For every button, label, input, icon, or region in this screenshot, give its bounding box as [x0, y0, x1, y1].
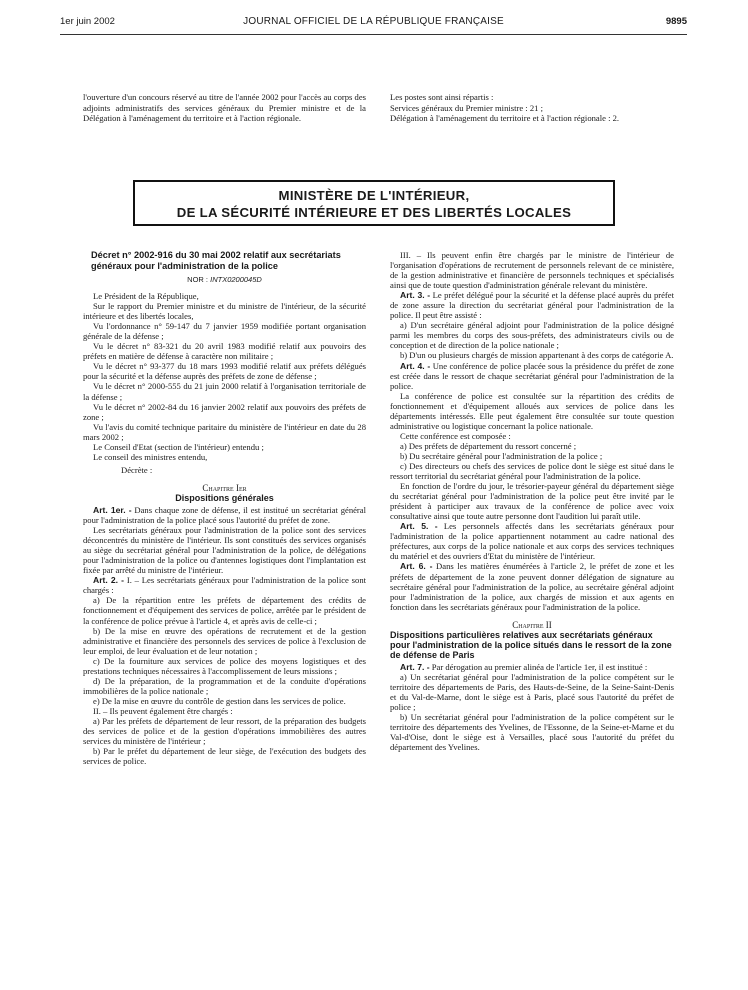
intro-left-paragraph: l'ouverture d'un concours réservé au titre de l'année 2002 pour l'accès au corps des adjoints administratifs des services généraux du Premier ministre et de la Délégation à l'aménagement du territoire et à l'action régionale.: [83, 92, 366, 123]
art2-ii-intro: II. – Ils peuvent également être chargés :: [93, 705, 233, 716]
considerant: Vu le décret n° 2000-555 du 21 juin 2000 relatif à l'organisation territoriale de la défense ;: [83, 381, 366, 402]
considerant: Vu l'avis du comité technique paritaire du ministère de l'intérieur en date du 28 mars 2002 ;: [83, 421, 366, 442]
intro-right-line: Les postes sont ainsi répartis :: [390, 92, 494, 102]
art2-item: a) De la répartition entre les préfets de département des crédits de fonctionnement et d'équipement des services de police, arrêtée par le président de la conférence de police prévue à l'article 4, et après avis de celle-ci ;: [83, 595, 366, 626]
art6-text: Dans les matières énumérées à l'article 2, le préfet de zone et les préfets de département de la zone peuvent donner délégation de signature au secrétaire général pour l'administration de la police, au secrétaire général adjoint pour l'administration de la police, aux chargés de mission et aux agents en fonction dans les secrétariats généraux pour l'administration de la police.: [390, 561, 674, 612]
journal-title: JOURNAL OFFICIEL DE LA RÉPUBLIQUE FRANÇAISE: [243, 16, 504, 27]
art7-item: b) Un secrétariat général pour l'administration de la police compétent sur le territoire des départements des Yvelines, de l'Essonne, de la Seine-et-Marne et du Val-d'Oise, dont le siège est à Versailles, placé sous l'autorité du préfet du département des Yvelines.: [390, 712, 674, 753]
art7-item: a) Un secrétariat général pour l'administration de la police compétent sur le territoire des départements de Paris, des Hauts-de-Seine, de la Seine-Saint-Denis et du Val-de-Marne, dont le siège est à Paris, placé sous l'autorité du préfet de police ;: [390, 671, 674, 713]
art2-intro: I. – Les secrétariats généraux pour l'administration de la police sont chargés :: [83, 575, 366, 596]
considerant: Vu le décret n° 83-321 du 20 avril 1983 modifié relatif aux pouvoirs des préfets en matière de défense à caractère non militaire ;: [83, 341, 366, 362]
art4-label: Art. 4. -: [400, 360, 431, 371]
art6-paragraph: [390, 561, 674, 611]
art2-item: c) De la fourniture aux services de police des moyens logistiques et des prestations techniques nécessaires à l'accomplissement de leurs missions ;: [83, 655, 366, 676]
art4-item: b) Du secrétaire général pour l'administration de la police ;: [400, 450, 603, 461]
art2-item: b) De la mise en œuvre des opérations de recrutement et de la gestion administrative et financière des personnels des services de police à l'exclusion de leur emploi, de leur évaluation et de leur notation ;: [83, 625, 366, 656]
art7-label: Art. 7. -: [400, 661, 430, 672]
art4-paragraph-3: Cette conférence est composée :: [400, 430, 511, 441]
art5-label: Art. 5. -: [400, 521, 438, 532]
ministry-line-2: DE LA SÉCURITÉ INTÉRIEURE ET DES LIBERTÉS LOCALES: [176, 205, 572, 220]
intro-right-line: Délégation à l'aménagement du territoire et à l'action régionale : 2.: [390, 113, 620, 123]
art4-item: a) Des préfets de département du ressort concerné ;: [400, 440, 577, 451]
art2-ii-item: a) Par les préfets de département de leur ressort, de la préparation des budgets des services de police et de la gestion d'opérations immobilières des autres services du ministère de l'intérieur ;: [83, 715, 366, 747]
art4-paragraph-4: En fonction de l'ordre du jour, le trésorier-payeur général du département siège du secrétariat général pour l'administration de la police peut être invité par le président à participer aux travaux de la conférence de police avec voix consultative ainsi que toute autre personne dont l'audition lui paraît utile.: [390, 481, 674, 522]
page-number: 9895: [665, 16, 687, 27]
art1-text: Dans chaque zone de défense, il est institué un secrétariat général pour l'administration de la police placé sous l'autorité du préfet de zone.: [83, 504, 366, 526]
chapter-2-label: Chapitre II: [512, 619, 552, 630]
header-rule: [60, 34, 687, 35]
considerant: Le conseil des ministres entendu,: [93, 451, 208, 462]
art3-item: a) D'un secrétaire général adjoint pour l'administration de la police désigné parmi les membres du corps des sous-préfets, des administrateurs civils ou de conception et de direction de la police nationale ;: [390, 320, 674, 351]
page-header: [60, 16, 687, 32]
ministry-line-1: MINISTÈRE DE L'INTÉRIEUR,: [278, 188, 470, 203]
nor-reference: [83, 275, 366, 285]
chapter-1-title: Dispositions générales: [175, 492, 274, 503]
art1-label: Art. 1er. -: [93, 504, 132, 515]
art1-paragraph: [83, 505, 366, 525]
nor-code: INTX0200045D: [210, 275, 262, 284]
intro-right-line: Services généraux du Premier ministre : 21 ;: [390, 102, 543, 113]
art7-intro: Par dérogation au premier alinéa de l'article 1er, il est institué :: [431, 661, 648, 672]
art5-paragraph: [390, 521, 674, 561]
considerant: Le Conseil d'Etat (section de l'intérieur) entendu ;: [93, 441, 264, 452]
art2-iii: III. – Ils peuvent enfin être chargés par le ministre de l'intérieur de l'organisation d'opérations de recrutement de personnels relevant de ce ministère, de la gestion administrative et financière de personnels techniques et spécialisés ainsi que de toute question d'administration générale relevant du ministère.: [390, 250, 674, 291]
art2-item: d) De la préparation, de la programmation et de la conduite d'opérations immobilières de la police nationale ;: [83, 675, 366, 696]
considerant: Vu le décret n° 93-377 du 18 mars 1993 modifié relatif aux préfets délégués pour la sécurité et la défense auprès des préfets de zone de défense ;: [83, 361, 366, 382]
art4-text: Une conférence de police placée sous la présidence du préfet de zone est créée dans le ressort de chaque secrétariat général pour l'administration de la police.: [390, 360, 674, 391]
considerant: Le Président de la République,: [93, 291, 199, 302]
considerant: Vu l'ordonnance n° 59-147 du 7 janvier 1959 modifiée portant organisation générale de la défense ;: [83, 321, 366, 342]
header-date: 1er juin 2002: [60, 16, 115, 27]
nor-label: NOR :: [187, 275, 209, 284]
art3-intro: Le préfet délégué pour la sécurité et la défense placé auprès du préfet de zone assure la direction du secrétariat général pour l'administration de la police. Il peut être assisté :: [390, 290, 674, 321]
art2-label: Art. 2. -: [93, 575, 124, 586]
intro-right-text: [390, 92, 670, 124]
intro-left-text: [83, 92, 366, 124]
art3-paragraph: [390, 290, 674, 320]
chapter-2-title: Dispositions particulières relatives aux secrétariats généraux pour l'administration de la police situés dans le ressort de la zone de défense de Paris: [390, 629, 672, 660]
art6-label: Art. 6. -: [400, 561, 433, 572]
art4-paragraph-2: La conférence de police est consultée sur la répartition des crédits de fonctionnement et d'équipement alloués aux services de police dans les départements intéressés. Elle peut également être consultée sur toute question administrative ou logistique concernant la police nationale.: [390, 390, 674, 431]
art2-item: e) De la mise en œuvre du contrôle de gestion dans les services de police.: [93, 695, 346, 706]
art5-text: Les personnels affectés dans les secrétariats généraux pour l'administration de la police appartiennent notamment au cadre national des préfectures, aux corps de la police nationale et aux corps des services techniques du matériel et des ouvriers d'Etat du ministère de l'intérieur.: [390, 521, 675, 562]
art2-ii-item: b) Par le préfet du département de leur siège, de l'exécution des budgets des services de police.: [83, 746, 366, 767]
decrete-line: Décrète :: [121, 464, 153, 475]
art2-paragraph: [83, 575, 366, 595]
art1-paragraph-2: Les secrétariats généraux pour l'administration de la police sont des services déconcentrés du ministère de l'intérieur. Ils sont constitués des services organisés au siège du secrétariat général pour l'administration de la police, de délégations pour l'administration de la police ou d'antennes logistiques dont l'implantation est fixée par arrêté du ministre de l'intérieur.: [83, 525, 366, 576]
right-column: [390, 250, 674, 752]
chapter-1-label: Chapitre Ier: [202, 482, 247, 493]
art3-label: Art. 3. -: [400, 290, 431, 301]
art7-paragraph: [390, 662, 674, 672]
art3-item: b) D'un ou plusieurs chargés de mission appartenant à des corps de catégorie A.: [400, 350, 674, 361]
considerant: Sur le rapport du Premier ministre et du ministre de l'intérieur, de la sécurité intérieure et des libertés locales,: [83, 301, 366, 322]
considerant: Vu le décret n° 2002-84 du 16 janvier 2002 relatif aux pouvoirs des préfets de zone ;: [83, 401, 366, 422]
decree-title: Décret n° 2002-916 du 30 mai 2002 relatif aux secrétariats généraux pour l'administration de la police: [91, 250, 341, 271]
art4-paragraph: [390, 361, 674, 391]
ministry-box: [133, 180, 615, 226]
left-column: [83, 250, 366, 766]
art4-item: c) Des directeurs ou chefs des services de police dont le siège est situé dans le ressort territorial du secrétariat général pour l'administration de la police.: [390, 460, 674, 482]
